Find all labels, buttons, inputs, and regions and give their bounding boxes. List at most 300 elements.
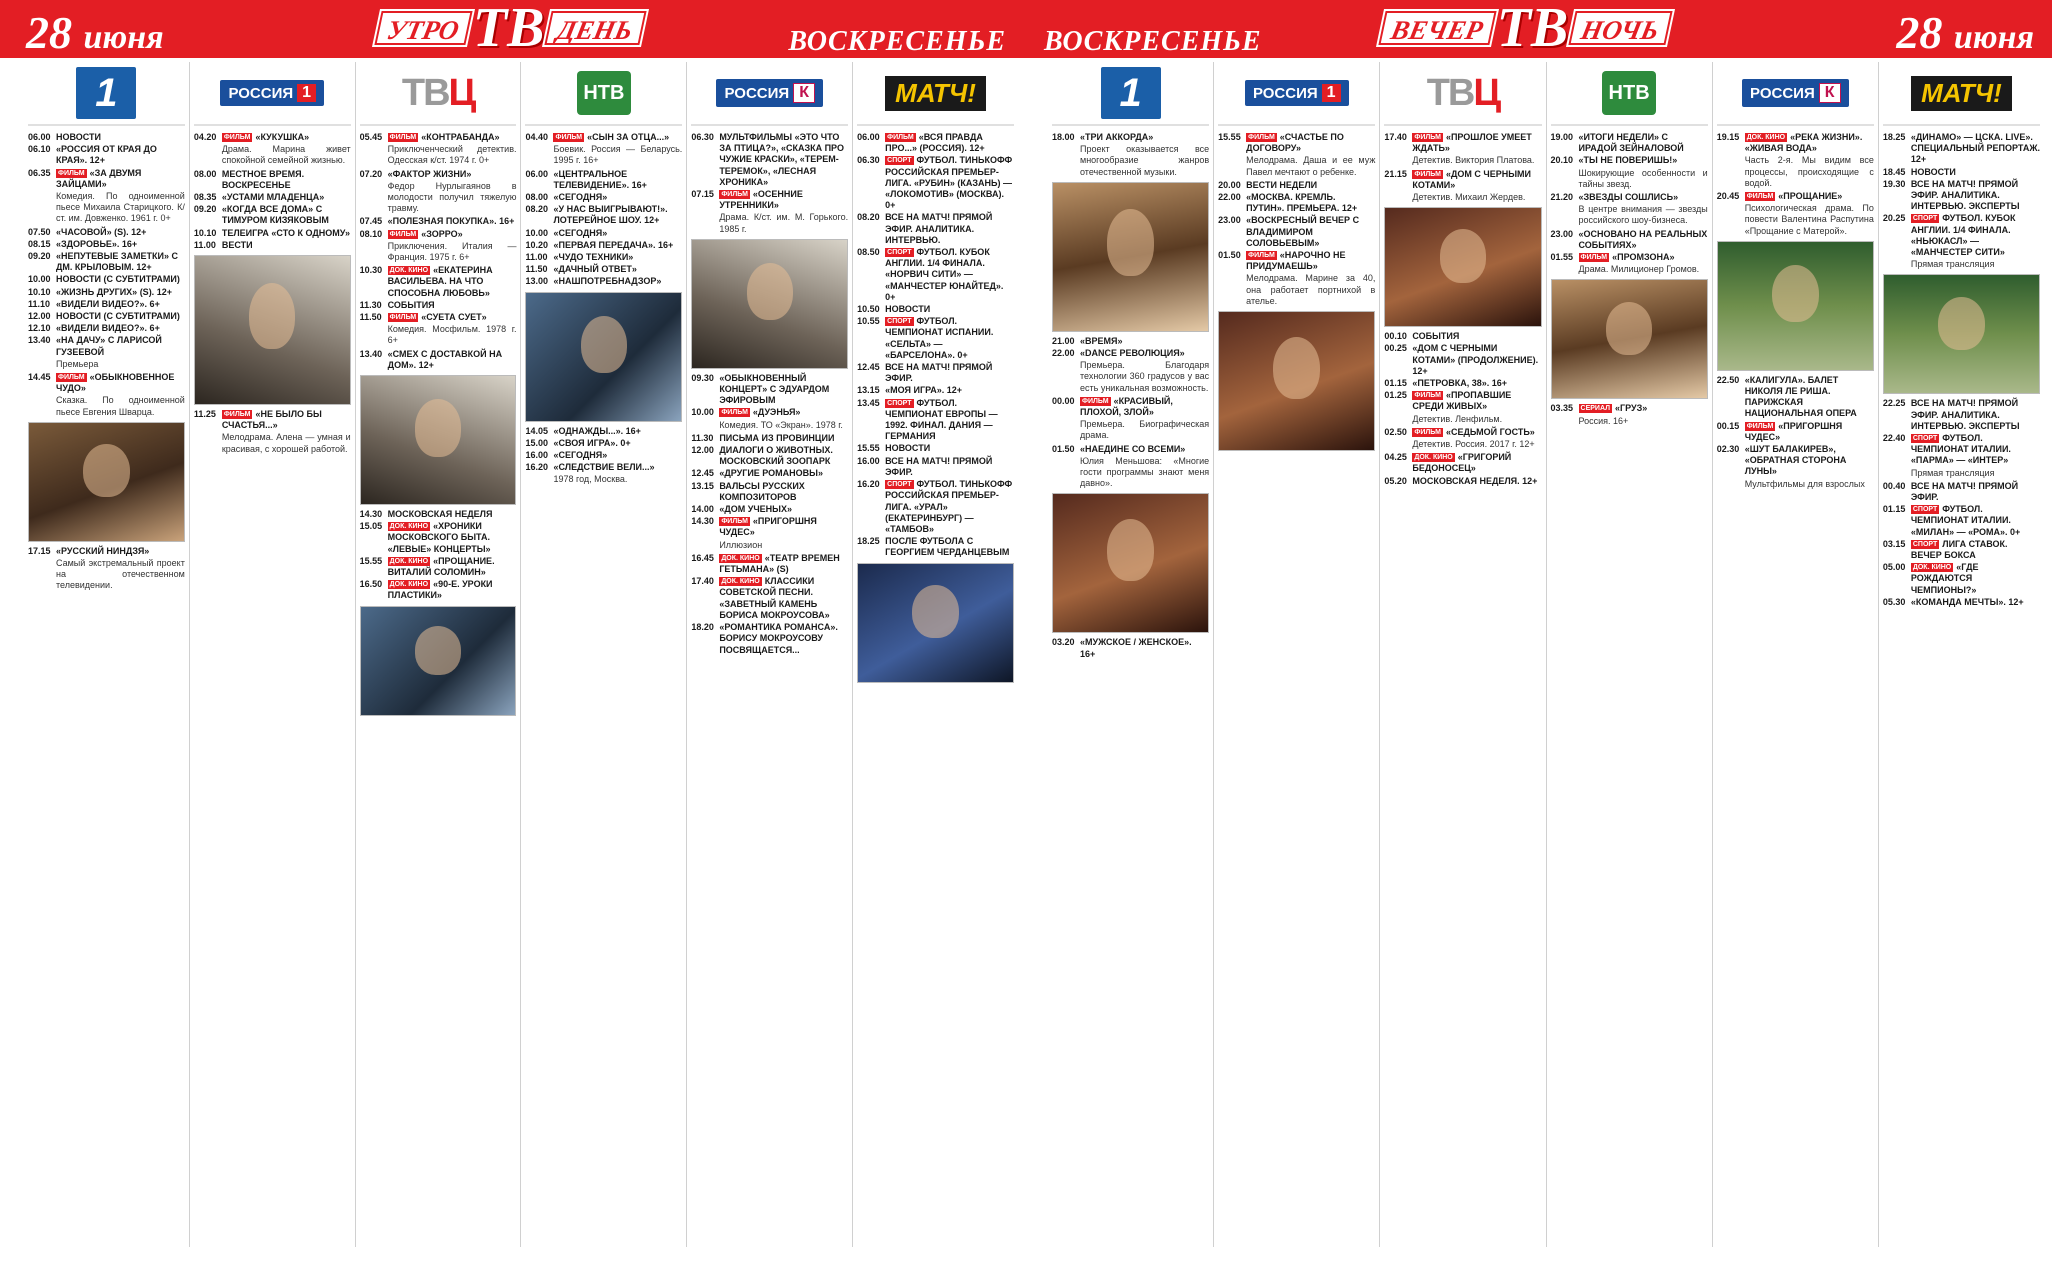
channel-logo-mark: ТВЦ: [401, 71, 475, 114]
program-entry: [360, 349, 517, 371]
program-genre-tag: ФИЛЬМ: [1248, 134, 1275, 141]
program-title: «СЛЕДСТВИЕ ВЕЛИ...»: [553, 462, 655, 473]
program-photo: [194, 255, 351, 405]
program-time: 10.50: [857, 304, 880, 315]
program-title: «НЕПУТЕВЫЕ ЗАМЕТКИ» С ДМ. КРЫЛОВЫМ. 12+: [56, 251, 178, 273]
program-description: Самый экстремальный проект на отечественном телевидении.: [56, 558, 185, 591]
program-title: «ЖИЗНЬ ДРУГИХ» (S). 12+: [56, 286, 172, 297]
program-title: ФИЛЬМ «СУЕТА СУЕТ»: [389, 312, 487, 323]
program-time: 00.25: [1384, 343, 1407, 354]
right-date: [1896, 6, 2034, 59]
program-photo: [1052, 493, 1209, 633]
channel-logo-mark: РОССИЯ К: [716, 79, 822, 107]
program-title: «РОССИЯ ОТ КРАЯ ДО КРАЯ». 12+: [56, 144, 157, 166]
program-title: ДОК. КИНО «ГДЕ РОЖДАЮТСЯ ЧЕМПИОНЫ?»: [1910, 562, 1979, 595]
program-entry: [857, 316, 1014, 361]
program-title: ДОК. КИНО «ПРОЩАНИЕ. ВИТАЛИЙ СОЛОМИН»: [387, 555, 495, 578]
program-entry: [360, 216, 517, 227]
program-description: Комедия. ТО «Экран». 1978 г.: [719, 419, 843, 430]
channel-logo: [857, 62, 1014, 126]
program-title: СПОРТ ЛИГА СТАВОК. ВЕЧЕР БОКСА: [1910, 538, 2008, 561]
program-title: ФИЛЬМ «СЫН ЗА ОТЦА...»: [555, 132, 670, 142]
program-title: «РОМАНТИКА РОМАНСА». БОРИСУ МОКРОУСОВУ ПОСВЯЩАЕТСЯ...: [719, 622, 838, 655]
program-title: ФИЛЬМ «НАРОЧНО НЕ ПРИДУМАЕШЬ»: [1246, 250, 1346, 272]
program-time: 10.00: [691, 407, 714, 418]
channel-column: [520, 62, 686, 1247]
program-time: 22.00: [1052, 348, 1075, 359]
program-entry: [691, 576, 848, 621]
program-description: Комедия. Мосфильм. 1978 г. 6+: [387, 324, 517, 346]
program-time: 12.45: [691, 468, 714, 479]
program-entry: [691, 189, 848, 211]
program-entry: [1052, 396, 1209, 418]
program-entry: [28, 335, 185, 357]
program-title: НОВОСТИ: [1910, 166, 1956, 177]
program-title: НОВОСТИ: [885, 443, 931, 454]
program-title: МЕСТНОЕ ВРЕМЯ. ВОСКРЕСЕНЬЕ: [221, 168, 305, 190]
program-title: ФИЛЬМ «ПРОПАВШИЕ СРЕДИ ЖИВЫХ»: [1412, 390, 1512, 412]
channel-logo-mark: РОССИЯ 1: [1245, 80, 1349, 106]
program-time: 07.50: [28, 226, 51, 237]
program-genre-tag: ФИЛЬМ: [1580, 254, 1608, 262]
left-date-number: 28: [26, 7, 72, 58]
program-description: Мелодрама. Даша и ее муж Павел мечтают о ребенке.: [1246, 155, 1376, 177]
program-description: Прямая трансляция: [1910, 259, 1995, 270]
program-genre-tag: ФИЛЬМ: [1414, 170, 1441, 178]
program-entry: [1717, 132, 1874, 154]
program-time: 11.10: [28, 298, 51, 309]
program-entry: [1717, 375, 1874, 420]
program-time: 13.40: [28, 335, 51, 346]
program-title: «ДИНАМО» — ЦСКА. LIVE». СПЕЦИАЛЬНЫЙ РЕПОРТАЖ. 12+: [1910, 132, 2040, 165]
program-time: 18.20: [691, 622, 714, 633]
program-time: 08.20: [857, 212, 880, 223]
program-genre-tag: ДОК. КИНО: [1414, 454, 1453, 462]
program-title: МОСКОВСКАЯ НЕДЕЛЯ. 12+: [1412, 475, 1538, 486]
channel-column: [1712, 62, 1878, 1247]
program-title: «НА ДАЧУ» С ЛАРИСОЙ ГУЗЕЕВОЙ: [56, 335, 162, 357]
program-entry: [360, 509, 517, 520]
program-genre-tag: ФИЛЬМ: [389, 230, 417, 238]
left-date-month: июня: [83, 19, 164, 56]
program-entry: [691, 481, 848, 503]
program-title: ВСЕ НА МАТЧ! ПРЯМОЙ ЭФИР.: [885, 362, 993, 384]
program-time: 11.50: [359, 312, 382, 323]
program-time: 14.30: [359, 509, 383, 520]
program-time: 06.30: [857, 155, 880, 166]
program-description: Прямая трансляция: [1910, 467, 1995, 478]
program-time: 05.45: [359, 132, 383, 142]
program-title: МОСКОВСКАЯ НЕДЕЛЯ: [387, 509, 493, 520]
program-time: 12.00: [28, 311, 51, 322]
program-entry: [1384, 132, 1541, 154]
program-entry: [525, 240, 682, 251]
program-genre-tag: ДОК. КИНО: [1912, 564, 1952, 572]
program-genre-tag: ФИЛЬМ: [1414, 428, 1441, 436]
program-title: «ТРИ АККОРДА»: [1080, 132, 1154, 142]
right-header-bar: [1026, 0, 2052, 58]
channel-column: [189, 62, 355, 1247]
program-photo: [1052, 182, 1209, 332]
left-weekday: ВОСКРЕСЕНЬЕ: [788, 26, 1006, 57]
program-title: СПОРТ ФУТБОЛ. ТИНЬКОФФ РОССИЙСКАЯ ПРЕМЬЕР-ЛИГА. «РУБИН» (КАЗАНЬ) — «ЛОКОМОТИВ» (МОСКВА). 0+: [885, 155, 1013, 211]
right-date-month: июня: [1953, 19, 2034, 56]
program-time: 08.15: [28, 238, 51, 249]
program-entry: [1883, 433, 2040, 467]
program-title: «СЕГОДНЯ»: [553, 192, 608, 203]
program-time: 07.15: [691, 189, 714, 200]
program-entry: [1883, 398, 2040, 432]
program-time: 04.40: [525, 132, 549, 142]
program-time: 14.45: [28, 372, 51, 383]
program-entry: [28, 274, 185, 285]
program-title: «ДОМ УЧЕНЫХ»: [719, 504, 792, 515]
program-time: 06.00: [28, 132, 51, 142]
program-description: Мелодрама. Алена — умная и красивая, с хорошей работой.: [221, 432, 351, 454]
program-genre-tag: ФИЛЬМ: [223, 411, 251, 419]
program-entry: [691, 373, 848, 407]
program-time: 08.50: [857, 247, 880, 258]
program-time: 07.20: [359, 168, 383, 179]
program-time: 10.20: [525, 239, 549, 250]
program-genre-tag: ФИЛЬМ: [1414, 134, 1441, 141]
program-entry: [1883, 504, 2040, 538]
program-genre-tag: ДОК. КИНО: [389, 267, 429, 275]
program-entry: [28, 546, 185, 557]
program-genre-tag: ФИЛЬМ: [1746, 422, 1774, 430]
program-photo: [1384, 207, 1541, 327]
program-time: 11.50: [525, 264, 548, 275]
program-entry: [857, 212, 1014, 246]
program-entry: [691, 445, 848, 467]
program-entry: [194, 169, 351, 191]
program-genre-tag: СПОРТ: [1912, 435, 1938, 443]
program-title: «ЧАСОВОЙ» (S). 12+: [56, 226, 147, 237]
program-photo: [360, 606, 517, 716]
program-title: «ПОЛЕЗНАЯ ПОКУПКА». 16+: [387, 216, 515, 227]
channel-column: [355, 62, 521, 1247]
program-description: Психологическая драма. По повести Валентина Распутина «Прощание с Матерой».: [1744, 203, 1874, 236]
program-photo: [1218, 311, 1375, 451]
program-entry: [1551, 192, 1708, 203]
program-time: 19.00: [1550, 132, 1574, 142]
program-description: Драма. Милиционер Громов.: [1578, 264, 1700, 275]
program-title: НОВОСТИ (С СУБТИТРАМИ): [56, 274, 180, 285]
channel-column: [686, 62, 852, 1247]
program-entry: [1883, 481, 2040, 503]
program-time: 05.20: [1384, 475, 1407, 486]
program-entry: [1883, 562, 2040, 596]
logo-tv: ТВ: [472, 0, 545, 59]
program-genre-tag: ФИЛЬМ: [1746, 193, 1774, 201]
program-genre-tag: ФИЛЬМ: [223, 134, 251, 141]
program-genre-tag: ДОК. КИНО: [721, 554, 760, 562]
program-entry: [525, 264, 682, 275]
program-title: ВСЕ НА МАТЧ! ПРЯМОЙ ЭФИР.: [1910, 480, 2019, 503]
program-title: ДОК. КИНО «ТЕАТР ВРЕМЕН ГЕТЬМАНА» (S): [719, 552, 840, 575]
channel-column: [1379, 62, 1545, 1247]
program-photo: [525, 292, 682, 422]
program-entry: [857, 247, 1014, 303]
program-genre-tag: ФИЛЬМ: [721, 191, 748, 199]
program-time: 11.00: [525, 252, 548, 263]
program-entry: [525, 462, 682, 473]
program-entry: [194, 192, 351, 203]
program-title: «МОСКВА. КРЕМЛЬ. ПУТИН». ПРЕМЬЕРА. 12+: [1246, 192, 1358, 214]
program-title: «КАЛИГУЛА». БАЛЕТ НИКОЛЯ ЛЕ РИША. ПАРИЖСКАЯ НАЦИОНАЛЬНАЯ ОПЕРА: [1744, 374, 1857, 419]
logo-morning: УТРО: [374, 11, 472, 45]
program-title: ФИЛЬМ «ПРОЩАНИЕ»: [1746, 191, 1843, 202]
program-title: ФИЛЬМ «ВСЯ ПРАВДА ПРО...» (РОССИЯ). 12+: [885, 132, 985, 154]
program-entry: [194, 228, 351, 239]
program-title: ФИЛЬМ «ЗОРРО»: [389, 228, 463, 239]
program-title: ТЕЛЕИГРА «СТО К ОДНОМУ»: [221, 227, 351, 238]
program-time: 17.40: [691, 576, 714, 587]
program-entry: [194, 240, 351, 251]
program-title: ПОСЛЕ ФУТБОЛА С ГЕОРГИЕМ ЧЕРДАНЦЕВЫМ: [885, 536, 1010, 558]
program-genre-tag: ДОК. КИНО: [389, 581, 429, 589]
program-entry: [1551, 403, 1708, 414]
program-genre-tag: СПОРТ: [1912, 506, 1938, 514]
program-entry: [360, 556, 517, 578]
program-time: 20.45: [1716, 191, 1740, 202]
program-title: ВСЕ НА МАТЧ! ПРЯМОЙ ЭФИР.: [885, 455, 993, 477]
program-description: Россия. 16+: [1578, 415, 1629, 426]
program-description: Детектив. Виктория Платова.: [1412, 155, 1535, 166]
program-entry: [1218, 250, 1375, 272]
program-title: НОВОСТИ: [56, 132, 102, 142]
program-description: Драма. К/ст. им. М. Горького. 1985 г.: [719, 212, 849, 234]
channel-logo-mark: МАТЧ!: [1911, 76, 2012, 111]
program-time: 13.15: [691, 480, 714, 491]
program-entry: [525, 132, 682, 143]
program-entry: [525, 192, 682, 203]
left-header-bar: [0, 0, 1026, 58]
program-time: 08.00: [193, 168, 217, 179]
program-entry: [525, 252, 682, 263]
program-title: ВСЕ НА МАТЧ! ПРЯМОЙ ЭФИР. АНАЛИТИКА. ИНТЕРВЬЮ.: [885, 212, 993, 245]
program-title: ФИЛЬМ «ПРИГОРШНЯ ЧУДЕС»: [1744, 420, 1843, 442]
program-genre-tag: СПОРТ: [887, 157, 912, 165]
program-time: 00.00: [1052, 395, 1075, 406]
program-title: ВЕСТИ: [221, 239, 253, 250]
program-entry: [1218, 192, 1375, 214]
program-time: 18.25: [1882, 132, 1906, 142]
program-title: ФИЛЬМ «ДОМ С ЧЕРНЫМИ КОТАМИ»: [1412, 168, 1531, 190]
program-time: 01.50: [1052, 443, 1075, 454]
channel-column: [1546, 62, 1712, 1247]
program-entry: [28, 323, 185, 334]
program-title: ФИЛЬМ «ПРИГОРШНЯ ЧУДЕС»: [719, 516, 817, 538]
program-entry: [691, 132, 848, 188]
program-entry: [360, 265, 517, 299]
program-entry: [857, 443, 1014, 454]
program-title: ФИЛЬМ «ЗА ДВУМЯ ЗАЙЦАМИ»: [56, 167, 142, 189]
program-genre-tag: ФИЛЬМ: [389, 314, 417, 322]
channel-logo: [1384, 62, 1541, 126]
program-entry: [28, 251, 185, 273]
channel-logo: [1883, 62, 2040, 126]
program-time: 15.55: [359, 555, 383, 566]
program-time: 10.00: [525, 227, 549, 238]
program-genre-tag: ФИЛЬМ: [887, 134, 914, 141]
morning-day-logo: [378, 0, 643, 59]
program-title: ФИЛЬМ «ОБЫКНОВЕННОЕ ЧУДО»: [56, 372, 175, 394]
program-photo: [1717, 241, 1874, 371]
program-time: 15.00: [525, 437, 549, 448]
program-title: ДОК. КИНО «РЕКА ЖИЗНИ». «ЖИВАЯ ВОДА»: [1744, 132, 1863, 154]
program-description: Детектив. Россия. 2017 г. 12+: [1412, 439, 1535, 450]
program-description: Сказка. По одноименной пьесе Евгения Шварца.: [56, 395, 185, 417]
program-entry: [691, 407, 848, 418]
program-entry: [1052, 637, 1209, 659]
program-photo: [1883, 274, 2040, 394]
program-time: 10.10: [193, 227, 217, 238]
program-entry: [28, 168, 185, 190]
program-entry: [1218, 215, 1375, 249]
program-entry: [691, 433, 848, 444]
program-entry: [857, 362, 1014, 384]
program-time: 20.25: [1882, 213, 1906, 224]
program-title: «ОСНОВАНО НА РЕАЛЬНЫХ СОБЫТИЯХ»: [1578, 228, 1708, 250]
program-time: 02.50: [1384, 426, 1407, 437]
program-genre-tag: ФИЛЬМ: [58, 169, 85, 177]
program-entry: [28, 239, 185, 250]
program-title: «СЕГОДНЯ»: [553, 227, 608, 238]
program-entry: [1384, 343, 1541, 377]
program-time: 08.10: [359, 228, 383, 239]
program-entry: [28, 372, 185, 394]
program-time: 20.10: [1550, 155, 1574, 166]
program-entry: [1717, 444, 1874, 478]
program-title: ДИАЛОГИ О ЖИВОТНЫХ. МОСКОВСКИЙ ЗООПАРК: [719, 445, 833, 467]
program-title: «ИТОГИ НЕДЕЛИ» С ИРАДОЙ ЗЕЙНАЛОВОЙ: [1578, 132, 1684, 154]
evening-night-logo: [1382, 0, 1669, 59]
program-genre-tag: СПОРТ: [887, 318, 912, 326]
program-description: Проект оказывается все многообразие жанров отечественной музыки.: [1080, 144, 1210, 177]
program-description: Юлия Меньшова: «Многие гости программы знают меня давно».: [1080, 455, 1210, 489]
program-title: ФИЛЬМ «ПРОМЗОНА»: [1580, 252, 1675, 263]
program-genre-tag: ДОК. КИНО: [389, 557, 429, 565]
program-title: «МУЖСКОЕ / ЖЕНСКОЕ». 16+: [1080, 637, 1192, 659]
program-time: 17.15: [28, 545, 51, 556]
channel-logo-mark: ТВЦ: [1426, 71, 1500, 114]
program-time: 15.55: [857, 443, 880, 454]
program-entry: [360, 169, 517, 180]
channel-logo-mark: РОССИЯ К: [1742, 79, 1848, 107]
program-entry: [1717, 421, 1874, 443]
program-description: Премьера. Благодаря технологии 360 градусов у вас есть уникальная возможность.: [1080, 360, 1210, 393]
program-description: Комедия. По одноименной пьесе Михаила Старицкого. К/ст. им. Довженко. 1961 г. 0+: [56, 191, 185, 224]
program-time: 01.55: [1550, 252, 1574, 263]
program-time: 09.20: [28, 251, 51, 262]
program-entry: [857, 155, 1014, 211]
program-entry: [857, 304, 1014, 315]
program-entry: [1384, 331, 1541, 342]
program-title: «ОДНАЖДЫ...». 16+: [553, 425, 641, 436]
program-title: «ТЫ НЕ ПОВЕРИШЬ!»: [1578, 155, 1678, 166]
program-title: СПОРТ ФУТБОЛ. ЧЕМПИОНАТ ИТАЛИИ. «МИЛАН» — «РОМА». 0+: [1910, 504, 2021, 537]
program-title: «ПЕРВАЯ ПЕРЕДАЧА». 16+: [553, 239, 674, 250]
program-time: 04.25: [1384, 452, 1407, 463]
program-time: 13.15: [857, 385, 880, 396]
left-schedule-grid: [24, 62, 1018, 1247]
program-entry: [194, 204, 351, 226]
program-entry: [525, 204, 682, 226]
program-time: 17.40: [1384, 132, 1407, 142]
program-title: «ВРЕМЯ»: [1080, 335, 1123, 346]
program-title: НОВОСТИ: [885, 304, 931, 315]
program-genre-tag: ФИЛЬМ: [1414, 392, 1441, 400]
program-title: ДОК. КИНО КЛАССИКИ СОВЕТСКОЙ ПЕСНИ. «ЗАВЕТНЫЙ КАМЕНЬ БОРИСА МОКРОУСОВА»: [719, 576, 830, 620]
program-time: 14.30: [691, 516, 714, 527]
left-date: [26, 6, 164, 59]
program-time: 01.15: [1882, 504, 1906, 515]
program-entry: [1384, 452, 1541, 474]
program-time: 16.20: [857, 479, 880, 490]
logo-day: ДЕНЬ: [545, 11, 647, 45]
program-time: 21.20: [1550, 192, 1574, 203]
program-entry: [857, 385, 1014, 396]
program-title: «ЧУДО ТЕХНИКИ»: [553, 252, 634, 263]
program-time: 16.00: [525, 450, 549, 461]
program-time: 09.20: [193, 204, 217, 215]
program-title: «ЗВЕЗДЫ СОШЛИСЬ»: [1578, 192, 1679, 203]
program-title: ФИЛЬМ «КУКУШКА»: [223, 132, 310, 142]
program-time: 00.15: [1716, 420, 1740, 431]
logo-night: НОЧЬ: [1569, 11, 1673, 45]
program-entry: [28, 287, 185, 298]
program-description: 1978 год, Москва.: [553, 474, 628, 485]
program-title: «СЕГОДНЯ»: [553, 450, 608, 461]
program-time: 10.10: [28, 286, 51, 297]
program-photo: [857, 563, 1014, 683]
program-title: СПОРТ ФУТБОЛ. ЧЕМПИОНАТ ЕВРОПЫ — 1992. ФИНАЛ. ДАНИЯ — ГЕРМАНИЯ: [885, 397, 998, 442]
program-entry: [360, 521, 517, 555]
program-title: «ДАЧНЫЙ ОТВЕТ»: [553, 264, 637, 275]
program-title: ФИЛЬМ «КРАСИВЫЙ, ПЛОХОЙ, ЗЛОЙ»: [1080, 395, 1173, 418]
program-time: 16.00: [857, 455, 880, 466]
program-title: ФИЛЬМ «КОНТРАБАНДА»: [389, 132, 500, 142]
program-genre-tag: ДОК. КИНО: [1746, 134, 1786, 141]
program-entry: [525, 450, 682, 461]
program-time: 07.45: [359, 216, 383, 227]
program-title: «МОЯ ИГРА». 12+: [885, 385, 963, 396]
program-title: «НАЕДИНЕ СО ВСЕМИ»: [1080, 443, 1186, 454]
program-time: 06.35: [28, 167, 51, 178]
program-title: ДОК. КИНО «ХРОНИКИ МОСКОВСКОГО БЫТА. «ЛЕВЫЕ» КОНЦЕРТЫ»: [387, 521, 491, 554]
program-time: 13.45: [857, 397, 880, 408]
logo-tv-right: ТВ: [1496, 0, 1569, 59]
program-title: ФИЛЬМ «СЧАСТЬЕ ПО ДОГОВОРУ»: [1246, 132, 1344, 154]
program-time: 22.25: [1882, 398, 1906, 409]
program-title: «У НАС ВЫИГРЫВАЮТ!». ЛОТЕРЕЙНОЕ ШОУ. 12+: [553, 204, 668, 226]
program-description: Драма. Марина живет спокойной семейной жизнью.: [221, 144, 351, 166]
program-description: Приключенческий детектив. Одесская к/ст. 1974 г. 0+: [387, 144, 517, 166]
program-title: ДОК. КИНО «ЕКАТЕРИНА ВАСИЛЬЕВА. НА ЧТО СПОСОБНА ЛЮБОВЬ»: [387, 265, 493, 298]
program-genre-tag: СПОРТ: [887, 249, 912, 257]
program-title: «ВОСКРЕСНЫЙ ВЕЧЕР С ВЛАДИМИРОМ СОЛОВЬЕВЫМ»: [1246, 215, 1360, 248]
program-entry: [1384, 427, 1541, 438]
program-time: 06.10: [28, 144, 51, 155]
program-genre-tag: ФИЛЬМ: [721, 518, 748, 526]
program-time: 01.15: [1384, 378, 1407, 389]
program-title: «ЦЕНТРАЛЬНОЕ ТЕЛЕВИДЕНИЕ». 16+: [553, 168, 647, 190]
program-entry: [1883, 179, 2040, 213]
program-time: 21.00: [1052, 335, 1075, 346]
program-entry: [1218, 132, 1375, 154]
program-title: ВСЕ НА МАТЧ! ПРЯМОЙ ЭФИР. АНАЛИТИКА. ИНТЕРВЬЮ. ЭКСПЕРТЫ: [1910, 398, 2020, 431]
